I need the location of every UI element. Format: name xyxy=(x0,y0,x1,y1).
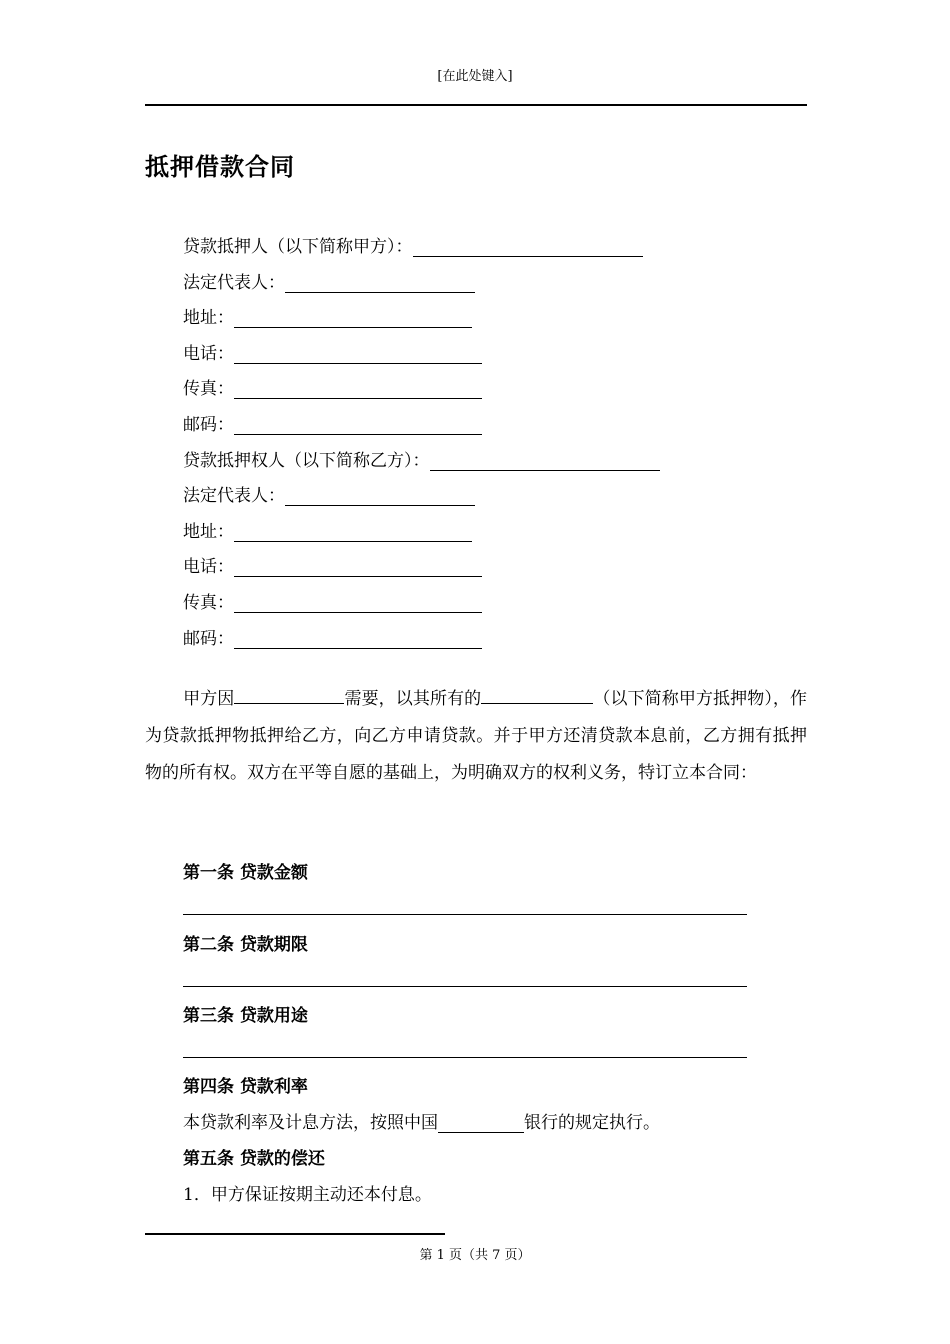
fill-blank[interactable] xyxy=(481,681,593,704)
field-row xyxy=(183,515,660,551)
article-3-heading: 第三条 贷款用途 xyxy=(183,1006,308,1026)
page-footer: 第 1 页（共 7 页） xyxy=(419,1248,531,1263)
intro-paragraph xyxy=(145,681,807,792)
article-5-heading: 第五条 贷款的偿还 xyxy=(183,1149,325,1169)
article-4-text xyxy=(183,1110,660,1136)
field-row xyxy=(183,266,660,302)
field-label: 邮码： xyxy=(183,414,234,435)
article-2-heading: 第二条 贷款期限 xyxy=(183,935,308,955)
fill-blank[interactable] xyxy=(234,301,472,328)
fill-blank[interactable] xyxy=(234,515,472,542)
field-row xyxy=(183,550,660,586)
field-row xyxy=(183,586,660,622)
fill-blank[interactable] xyxy=(413,230,643,257)
field-row xyxy=(183,479,660,515)
field-label: 邮码： xyxy=(183,628,234,649)
field-row xyxy=(183,444,660,480)
field-label: 传真： xyxy=(183,592,234,613)
field-label: 法定代表人： xyxy=(183,272,285,293)
field-label: 法定代表人： xyxy=(183,486,285,507)
fill-blank[interactable] xyxy=(430,444,660,471)
field-label: 贷款抵押人（以下简称甲方）： xyxy=(183,237,413,257)
footnote-rule xyxy=(145,1233,445,1235)
field-row xyxy=(183,372,660,408)
field-label: 地址： xyxy=(183,521,234,542)
field-label: 贷款抵押权人（以下简称乙方）： xyxy=(183,450,430,471)
article-5-item-1: 1．甲方保证按期主动还本付息。 xyxy=(183,1185,432,1205)
field-row xyxy=(183,337,660,373)
field-row xyxy=(183,622,660,658)
fill-blank[interactable] xyxy=(234,550,482,577)
fill-blank[interactable] xyxy=(234,372,482,399)
fill-blank[interactable] xyxy=(234,622,482,649)
party-fields xyxy=(183,230,660,657)
field-row xyxy=(183,301,660,337)
fill-blank[interactable] xyxy=(438,1110,524,1133)
field-row xyxy=(183,230,660,266)
article-1-heading: 第一条 贷款金额 xyxy=(183,863,308,883)
field-label: 电话： xyxy=(183,343,234,364)
intro-text-1: 甲方因 xyxy=(183,689,235,709)
fill-blank[interactable] xyxy=(234,586,482,613)
document-title: 抵押借款合同 xyxy=(145,153,295,181)
field-row xyxy=(183,408,660,444)
fill-blank[interactable] xyxy=(234,337,482,364)
article-4-text-2: 银行的规定执行。 xyxy=(524,1113,660,1133)
field-label: 电话： xyxy=(183,557,234,578)
intro-text-3: （以下简称甲方抵押物），作为贷款抵押物抵押给乙方，向乙方申请贷款。并于甲方还清贷款本息前，乙方拥有抵押物的所有权。双方在平等自愿的基础上，为明确双方的权利义务，特订立本合同： xyxy=(145,689,808,783)
article-4-heading: 第四条 贷款利率 xyxy=(183,1077,308,1097)
article-3-blank-line[interactable] xyxy=(183,1057,747,1058)
fill-blank[interactable] xyxy=(234,681,344,704)
field-label: 地址： xyxy=(183,308,234,329)
article-2-blank-line[interactable] xyxy=(183,986,747,987)
fill-blank[interactable] xyxy=(285,266,475,293)
intro-text-2: 需要，以其所有的 xyxy=(344,689,482,709)
article-4-text-1: 本贷款利率及计息方法，按照中国 xyxy=(183,1113,438,1133)
page-header: [在此处键入] xyxy=(437,69,513,84)
fill-blank[interactable] xyxy=(285,479,475,506)
article-1-blank-line[interactable] xyxy=(183,914,747,915)
header-rule xyxy=(145,104,807,106)
field-label: 传真： xyxy=(183,379,234,400)
fill-blank[interactable] xyxy=(234,408,482,435)
